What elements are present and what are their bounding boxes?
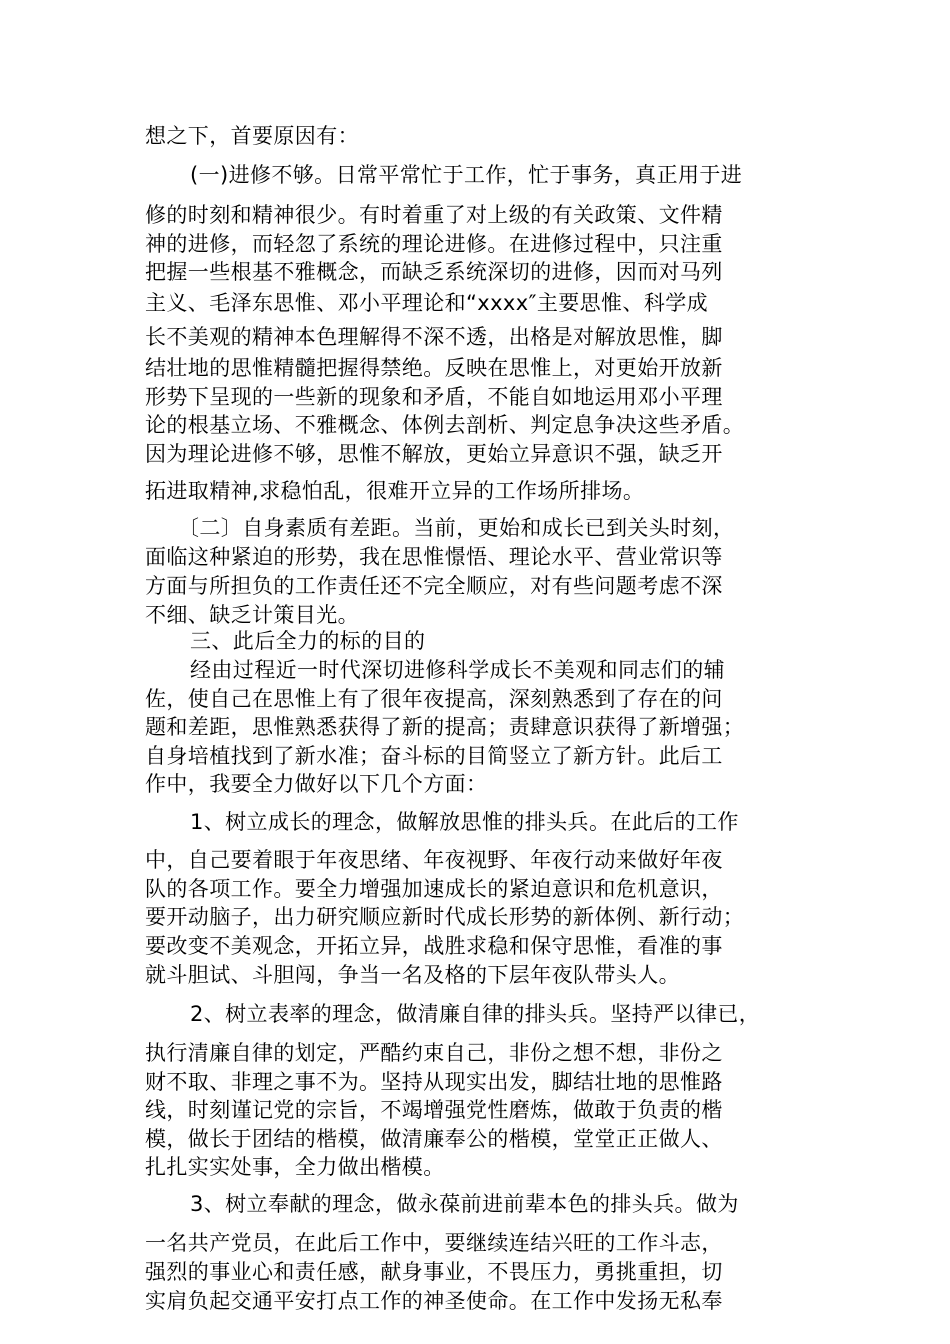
text-line: 执行清廉自律的划定，严酷约束自己，非份之想不想，非份之 xyxy=(145,1041,723,1065)
text-line: 神的进修，而轻忽了系统的理论进修。在进修过程中，只注重 xyxy=(145,232,723,256)
text-line: 队的各项工作。要全力增强加速成长的紧迫意识和危机意识， xyxy=(145,877,723,901)
text-line: 强烈的事业心和责任感，献身事业，不畏压力，勇挑重担，切 xyxy=(145,1260,723,1284)
text-line: 财不取、非理之事不为。坚持从现实出发，脚结壮地的思惟路 xyxy=(145,1070,723,1094)
text-line: 因为理论进修不够，思惟不解放，更始立异意识不强，缺乏开 xyxy=(145,442,723,466)
text-line: 经由过程近一时代深切进修科学成长不美观和同志们的辅 xyxy=(190,658,725,682)
text-line: 模，做长于团结的楷模，做清廉奉公的楷模，堂堂正正做人、 xyxy=(145,1127,723,1151)
text-line: 一名共产党员，在此后工作中，要继续连结兴旺的工作斗志， xyxy=(145,1231,723,1255)
paragraph-heading: 3、树立奉献的理念，做永葆前进前辈本色的排头兵。做为 xyxy=(190,1192,739,1216)
text-line: 自身培植找到了新水准；奋斗标的目简竖立了新方针。此后工 xyxy=(145,744,723,768)
text-line: 题和差距，思惟熟悉获得了新的提高；责肆意识获得了新增强； xyxy=(145,715,745,739)
text-line: 修的时刻和精神很少。有时着重了对上级的有关政策、文件精 xyxy=(145,203,723,227)
paragraph-heading: 2、树立表率的理念，做清廉自律的排头兵。坚持严以律已， xyxy=(190,1002,761,1026)
text-line: 主义、毛泽东思惟、邓小平理论和“xxxx″主要思惟、科学成 xyxy=(145,291,709,315)
text-line: 拓进取精神,求稳怕乱，很难开立异的工作场所排场。 xyxy=(145,479,645,503)
text-line: 要开动脑子，出力研究顺应新时代成长形势的新体例、新行动； xyxy=(145,905,745,929)
text-line: 佐，使自己在思惟上有了很年夜提高，深刻熟悉到了存在的问 xyxy=(145,687,723,711)
paragraph-heading: 1、树立成长的理念，做解放思惟的排头兵。在此后的工作 xyxy=(190,810,739,834)
text-line: 面临这种紧迫的形势，我在思惟憬悟、理论水平、营业常识等 xyxy=(145,545,723,569)
text-line: 长不美观的精神本色理解得不深不透，出格是对解放思惟，脚 xyxy=(145,325,723,349)
text-line: 方面与所担负的工作责任还不完全顺应，对有些问题考虑不深 xyxy=(145,574,723,598)
text-line: 要改变不美观念，开拓立异，战胜求稳和保守思惟，看准的事 xyxy=(145,934,723,958)
paragraph-heading: (一)进修不够。日常平常忙于工作，忙于事务，真正用于进 xyxy=(190,163,743,187)
text-line: 扎扎实实处事，全力做出楷模。 xyxy=(145,1155,445,1179)
text-line: 论的根基立场、不雅概念、体例去剖析、判定息争决这些矛盾。 xyxy=(145,413,745,437)
text-line: 形势下呈现的一些新的现象和矛盾，不能自如地运用邓小平理 xyxy=(145,385,723,409)
text-line: 中，自己要着眼于年夜思绪、年夜视野、年夜行动来做好年夜 xyxy=(145,848,723,872)
text-line: 结壮地的思惟精髓把握得禁绝。反映在思惟上，对更始开放新 xyxy=(145,356,723,380)
paragraph-heading: 〔二〕自身素质有差距。当前，更始和成长已到关头时刻， xyxy=(178,516,735,540)
text-line: 想之下，首要原因有： xyxy=(145,124,359,148)
text-line: 就斗胆试、斗胆闯，争当一名及格的下层年夜队带头人。 xyxy=(145,963,680,987)
text-line: 把握一些根基不雅概念，而缺乏系统深切的进修，因而对马列 xyxy=(145,260,723,284)
text-line: 实肩负起交通平安打点工作的神圣使命。在工作中发扬无私奉 xyxy=(145,1289,723,1313)
text-line: 线，时刻谨记党的宗旨，不竭增强党性磨炼，做敢于负责的楷 xyxy=(145,1098,723,1122)
text-line: 作中，我要全力做好以下几个方面： xyxy=(145,772,488,796)
section-heading: 三、此后全力的标的目的 xyxy=(190,629,426,653)
text-line: 不细、缺乏计策目光。 xyxy=(145,603,359,627)
